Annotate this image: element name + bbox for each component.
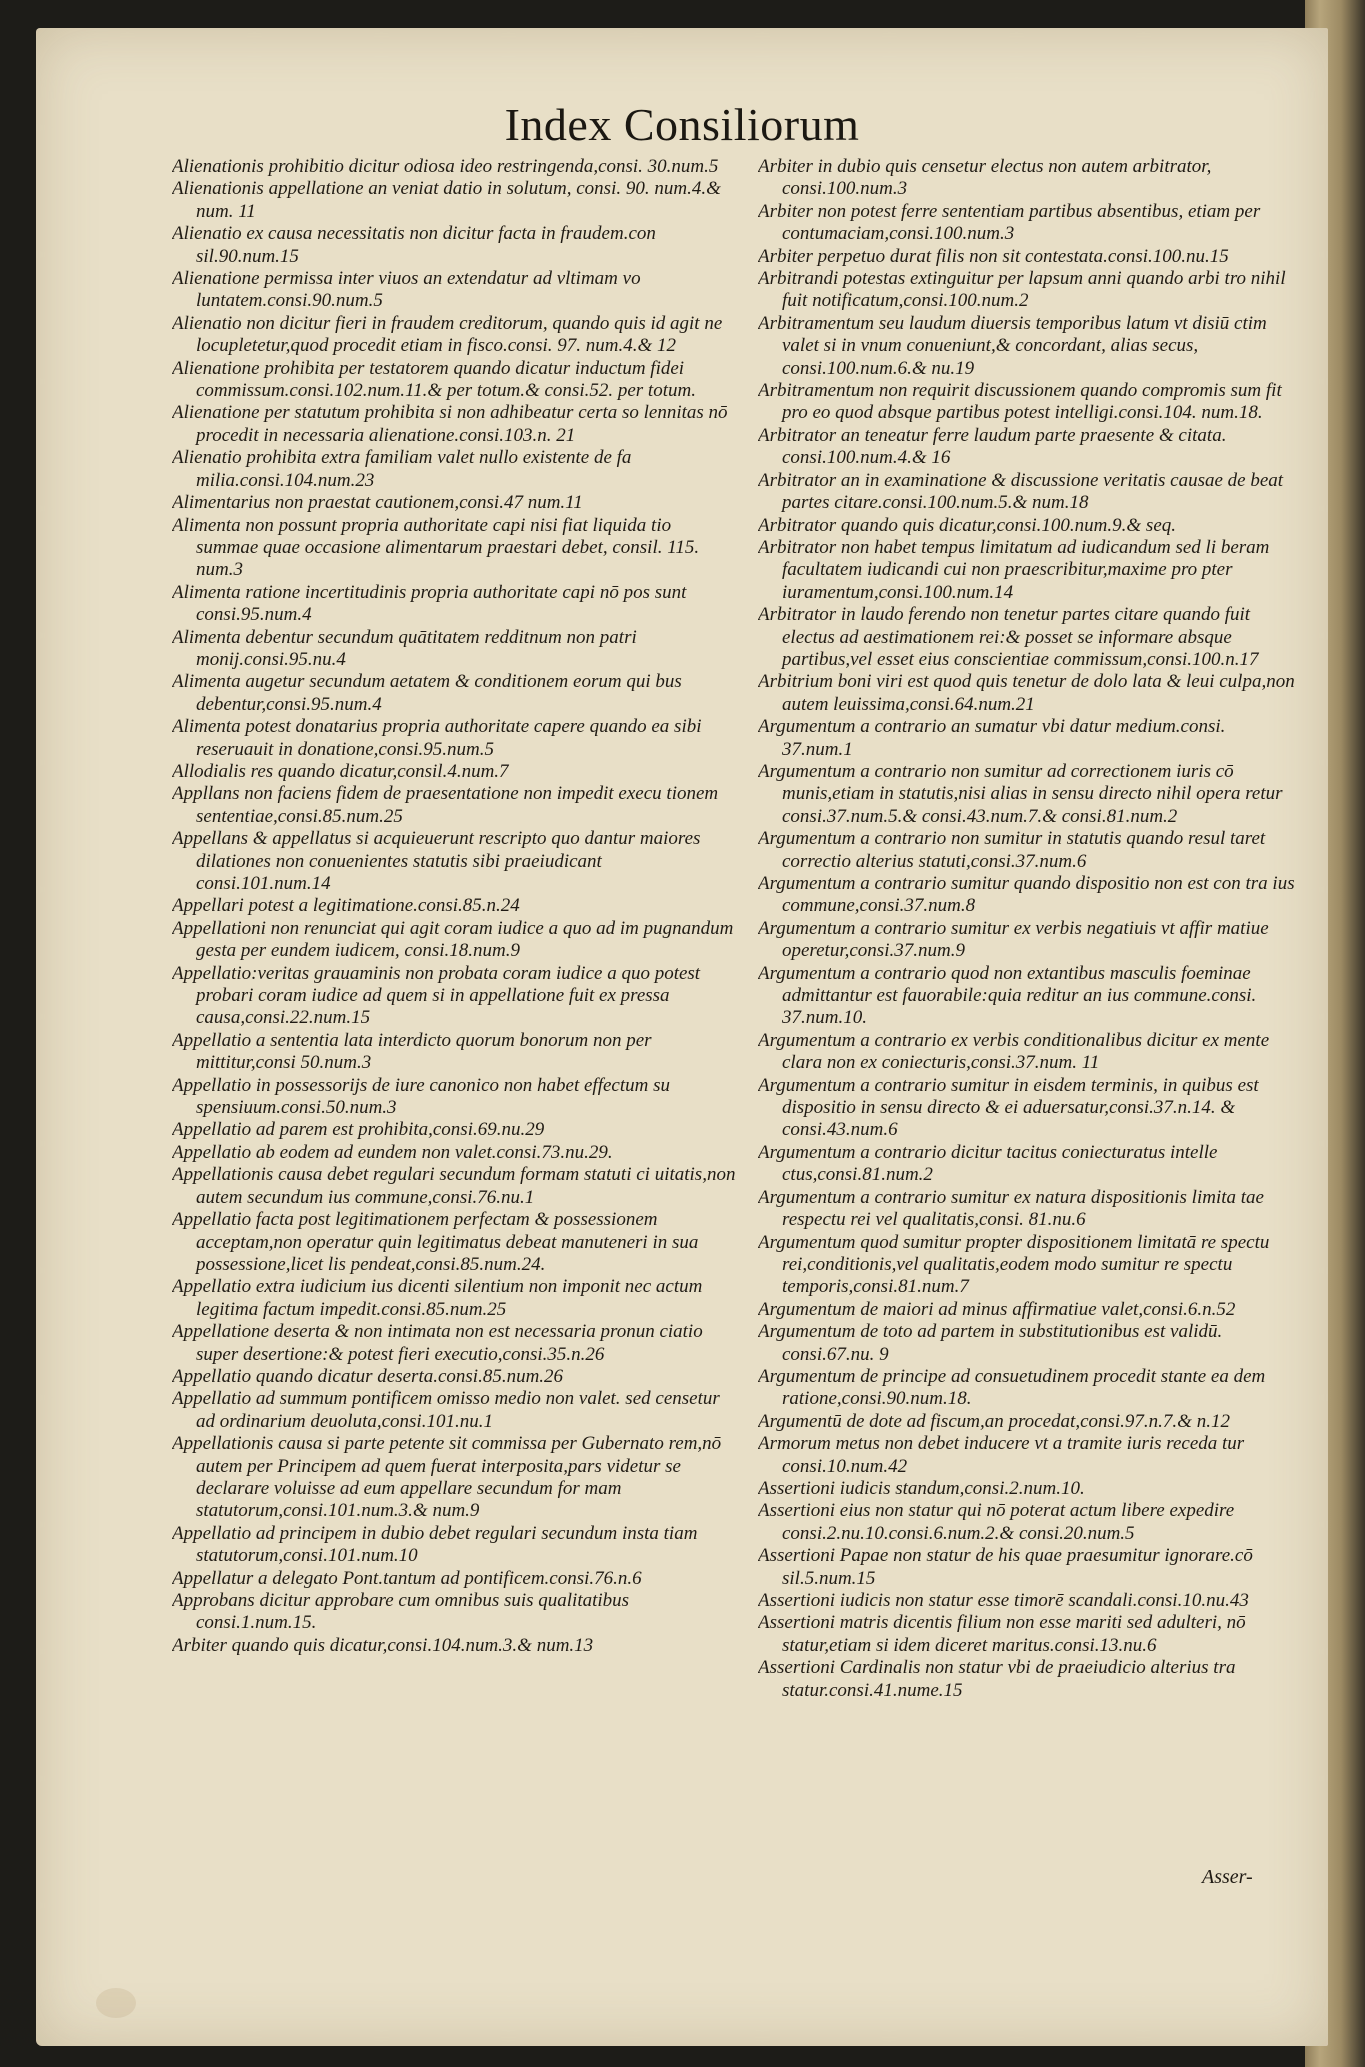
index-entry: Arbiter in dubio quis censetur electus non autem arbitrator, consi.100.num.3 xyxy=(758,156,1212,200)
index-entry: Arbitramentum seu laudum diuersis temporibus latum vt disiū ctim valet si in vnum conueniunt,& concordant, alias secus, consi.100.num.6.& nu.19 xyxy=(758,312,1267,379)
index-entry: Alimenta non possunt propria authoritate capi nisi fiat liquida tio summae quae occasione alimentarum praestari debet, consil. 115. num.3 xyxy=(172,514,700,581)
index-entry: Argumentum a contrario quod non extantibus masculis foeminae admittantur est fauorabile:quia reditur an ius commune.consi. 37.num.10. xyxy=(758,962,1257,1029)
index-column-left xyxy=(172,156,736,1657)
index-entry: Appellans & appellatus si acquieuerunt rescripto quo dantur maiores dilationes non conuenientes statutis sibi praeiudicant consi.101.num.14 xyxy=(172,828,701,894)
index-entry: Alienatione permissa inter viuos an extendatur ad vltimam vo luntatem.consi.90.num.5 xyxy=(172,268,641,312)
index-entry: Alienatione per statutum prohibita si non adhibeatur certa so lennitas nō procedit in necessaria alienatione.consi.103.n. 21 xyxy=(172,402,728,446)
index-entry: Argumentum a contrario sumitur in eisdem terminis, in quibus est dispositio in sensu directo & ei aduersatur,consi.37.n.14. & consi.43.num.6 xyxy=(758,1074,1259,1141)
index-entry: Appellatio ad summum pontificem omisso medio non valet. sed censetur ad ordinarium deuoluta,consi.101.nu.1 xyxy=(172,1388,720,1432)
index-entry: Appellatio:veritas grauaminis non probata coram iudice a quo potest probari coram iudice ad quem si in appellatione fuit ex pressa causa,consi.22.num.15 xyxy=(172,962,701,1029)
index-entry: Assertioni eius non statur qui nō poterat actum libere expedire consi.2.nu.10.consi.6.num.2.& consi.20.num.5 xyxy=(758,1500,1235,1544)
index-entry: Allodialis res quando dicatur,consil.4.num.7 xyxy=(172,760,509,782)
index-entry: Appellatio a sententia lata interdicto quorum bonorum non per mittitur,consi 50.num.3 xyxy=(172,1029,652,1074)
index-entry: Alienationis appellatione an veniat datio in solutum, consi. 90. num.4.& num. 11 xyxy=(172,178,721,222)
index-entry: Argumentum a contrario sumitur quando dispositio non est con tra ius commune,consi.37.num.8 xyxy=(758,873,1295,917)
index-entry: Alienationis prohibitio dicitur odiosa ideo restringenda,consi. 30.num.5 xyxy=(172,156,719,177)
index-entry: Appellationis causa debet regulari secundum formam statuti ci uitatis,non autem secundum ius commune,consi.76.nu.1 xyxy=(172,1164,736,1208)
index-entry: Alienatio non dicitur fieri in fraudem creditorum, quando quis id agit ne locupletetur,quod procedit etiam in fisco.consi. 97. num.4.& 12 xyxy=(172,312,723,357)
index-entry: Appellatio ad principem in dubio debet regulari secundum insta tiam statutorum,consi.101.num.10 xyxy=(172,1522,698,1567)
index-entry: Arbitrator non habet tempus limitatum ad iudicandum sed li beram facultatem iudicandi cui non praescribitur,maxime pro pter iuramentum,consi.100.num.14 xyxy=(758,536,1270,603)
index-entry: Appllans non faciens fidem de praesentatione non impedit execu tionem sententiae,consi.85.num.25 xyxy=(172,783,719,827)
index-entry: Assertioni Cardinalis non statur vbi de praeiudicio alterius tra statur.consi.41.nume.15 xyxy=(758,1657,1236,1701)
index-entry: Alimenta ratione incertitudinis propria authoritate capi nō pos sunt consi.95.num.4 xyxy=(172,581,687,626)
index-entry: Alienatio prohibita extra familiam valet nullo existente de fa milia.consi.104.num.23 xyxy=(172,447,632,491)
index-entry: Approbans dicitur approbare cum omnibus suis qualitatibus consi.1.num.15. xyxy=(172,1590,630,1634)
index-entry: Arbiter perpetuo durat filis non sit contestata.consi.100.nu.15 xyxy=(758,245,1229,267)
index-entry: Assertioni Papae non statur de his quae praesumitur ignorare.cō sil.5.num.15 xyxy=(758,1545,1253,1589)
index-entry: Assertioni matris dicentis filium non esse mariti sed adulteri, nō statur,etiam si idem diceret maritus.consi.13.nu.6 xyxy=(758,1612,1246,1656)
index-entry: Argumentum de maiori ad minus affirmatiue valet,consi.6.n.52 xyxy=(758,1298,1236,1320)
index-entry: Arbitramentum non requirit discussionem quando compromis sum fit pro eo quod absque partibus potest intelligi.consi.104. num.18. xyxy=(758,380,1282,424)
index-entry: Arbiter non potest ferre sententiam partibus absentibus, etiam per contumaciam,consi.100.num.3 xyxy=(758,200,1261,245)
index-entry: Appellationis causa si parte petente sit commissa per Gubernato rem,nō autem per Principem ad quem fuerat interposita,pars videtur se declarare voluisse ad eum appellare secundum for mam statutorum,consi.101.num.3.& num.9 xyxy=(172,1433,722,1522)
index-entry: Appellatur a delegato Pont.tantum ad pontificem.consi.76.n.6 xyxy=(172,1567,642,1589)
index-entry: Argumentum a contrario dicitur tacitus coniecturatus intelle ctus,consi.81.num.2 xyxy=(758,1141,1218,1186)
index-entry: Alimenta debentur secundum quātitatem redditnum non patri monij.consi.95.nu.4 xyxy=(172,626,637,670)
index-entry: Armorum metus non debet inducere vt a tramite iuris receda tur consi.10.num.42 xyxy=(758,1433,1245,1477)
index-entry: Alimenta potest donatarius propria authoritate capere quando ea sibi reseruauit in donatione,consi.95.num.5 xyxy=(172,716,702,760)
paper-stain xyxy=(96,1988,136,2018)
index-entry: Argumentum a contrario ex verbis conditionalibus dicitur ex mente clara non ex coniecturis,consi.37.num. 11 xyxy=(758,1029,1270,1074)
index-entry: Argumentum a contrario non sumitur in statutis quando resul taret correctio alterius statuti,consi.37.num.6 xyxy=(758,828,1266,872)
index-entry: Arbitrator an in examinatione & discussione veritatis causae de beat partes citare.consi.100.num.5.& num.18 xyxy=(758,469,1284,514)
index-entry: Appellatio quando dicatur deserta.consi.85.num.26 xyxy=(172,1365,564,1387)
index-column-right xyxy=(758,156,1298,1702)
index-entry: Alimenta augetur secundum aetatem & conditionem eorum qui bus debentur,consi.95.num.4 xyxy=(172,671,682,715)
index-entry: Appellatio in possessorijs de iure canonico non habet effectum su spensiuum.consi.50.num.3 xyxy=(172,1074,670,1119)
index-entry: Appellatio ad parem est prohibita,consi.69.nu.29 xyxy=(172,1119,545,1141)
index-entry: Argumentum a contrario non sumitur ad correctionem iuris cō munis,etiam in statutis,nisi alias in sensu directo nihil opera retur consi.37.num.5.& consi.43.num.7.& consi.81.num.2 xyxy=(758,760,1283,827)
index-entry: Arbiter quando quis dicatur,consi.104.num.3.& num.13 xyxy=(172,1634,594,1656)
index-entry: Assertioni iudicis non statur esse timorē scandali.consi.10.nu.43 xyxy=(758,1590,1249,1611)
book-page xyxy=(36,28,1328,2046)
index-entry: Alienatione prohibita per testatorem quando dicatur inductum fidei commissum.consi.102.num.11.& per totum.& consi.52. per totum. xyxy=(172,357,696,402)
catchword: Asser- xyxy=(1202,1866,1253,1888)
index-entry: Alimentarius non praestat cautionem,consi.47 num.11 xyxy=(172,492,583,514)
index-entry: Argumentum quod sumitur propter dispositionem limitatā re spectu rei,conditionis,vel qualitatis,eodem modo sumitur re spectu temporis,consi.81.num.7 xyxy=(758,1231,1270,1298)
index-entry: Appellatione deserta & non intimata non est necessaria pronun ciatio super desertione:& potest fieri executio,consi.35.n.26 xyxy=(172,1321,703,1365)
index-entry: Argumentum de toto ad partem in substitutionibus est validū. consi.67.nu. 9 xyxy=(758,1321,1223,1365)
index-entry: Argumentū de dote ad fiscum,an procedat,consi.97.n.7.& n.12 xyxy=(758,1410,1230,1432)
index-entry: Argumentum a contrario an sumatur vbi datur medium.consi. 37.num.1 xyxy=(758,716,1226,760)
index-entry: Argumentum a contrario sumitur ex verbis negatiuis vt affir matiue operetur,consi.37.num.9 xyxy=(758,917,1269,962)
index-entry: Appellationi non renunciat qui agit coram iudice a quo ad im pugnandum gesta per eundem iudicem, consi.18.num.9 xyxy=(172,917,734,962)
index-entry: Appellari potest a legitimatione.consi.85.n.24 xyxy=(172,895,520,917)
index-entry: Appellatio extra iudicium ius dicenti silentium non imponit nec actum legitima factum impedit.consi.85.num.25 xyxy=(172,1276,703,1320)
index-entry: Argumentum a contrario sumitur ex natura dispositionis limita tae respectu rei vel qualitatis,consi. 81.nu.6 xyxy=(758,1186,1264,1231)
index-entry: Arbitrator quando quis dicatur,consi.100.num.9.& seq. xyxy=(758,514,1177,536)
index-entry: Argumentum de principe ad consuetudinem procedit stante ea dem ratione,consi.90.num.18. xyxy=(758,1365,1266,1410)
index-entry: Appellatio facta post legitimationem perfectam & possessionem acceptam,non operatur quin legitimatus debeat manuteneri in sua possessione,licet lis pendeat,consi.85.num.24. xyxy=(172,1209,699,1275)
page-title: Index Consiliorum xyxy=(504,99,860,150)
index-entry: Arbitrator in laudo ferendo non tenetur partes citare quando fuit electus ad aestimationem rei:& posset se informare absque partibus,vel esset eius conscientiae commissum,consi.100.n.17 xyxy=(758,604,1259,670)
index-entry: Arbitrandi potestas extinguitur per lapsum anni quando arbi tro nihil fuit notificatum,consi.100.num.2 xyxy=(758,268,1286,312)
index-entry: Assertioni iudicis standum,consi.2.num.10. xyxy=(758,1477,1085,1499)
index-entry: Appellatio ab eodem ad eundem non valet.consi.73.nu.29. xyxy=(172,1141,613,1163)
index-entry: Arbitrator an teneatur ferre laudum parte praesente & citata. consi.100.num.4.& 16 xyxy=(758,424,1227,469)
index-entry: Alienatio ex causa necessitatis non dicitur facta in fraudem.con sil.90.num.15 xyxy=(172,223,656,267)
index-entry: Arbitrium boni viri est quod quis tenetur de dolo lata & leui culpa,non autem leuissima,consi.64.num.21 xyxy=(758,671,1295,715)
